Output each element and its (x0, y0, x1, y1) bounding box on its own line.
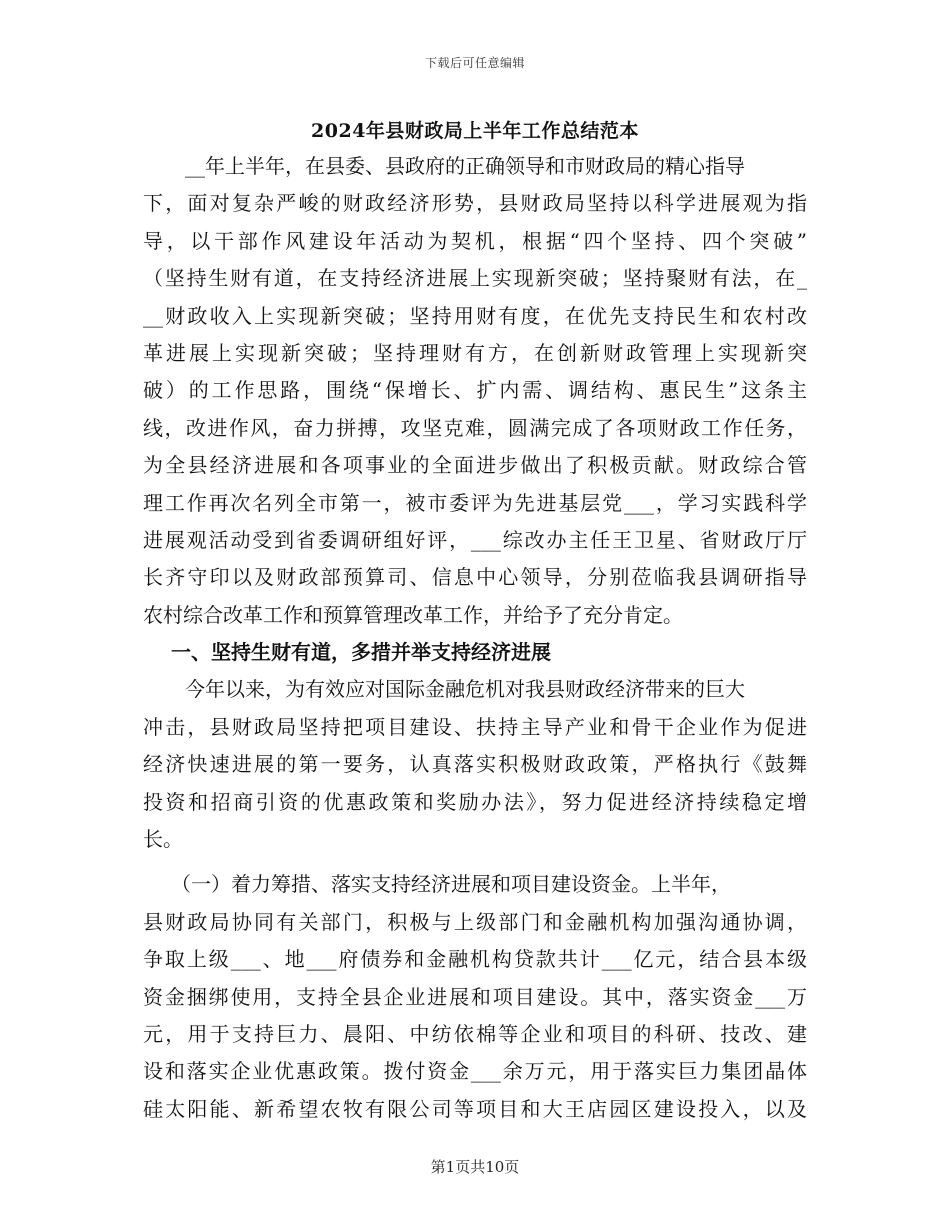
paragraph-line: 线，改进作风，奋力拼搏，攻坚克难，圆满完成了各项财政工作任务， (143, 415, 807, 440)
document-body (143, 148, 807, 1128)
paragraph-line: 长齐守印以及财政部预算司、信息中心领导，分别莅临我县调研指导 (143, 565, 807, 590)
paragraph-line: 投资和招商引资的优惠政策和奖励办法》，努力促进经济持续稳定增 (143, 789, 807, 814)
paragraph-line: 元，用于支持巨力、晨阳、中纺依棉等企业和项目的科研、技改、建 (143, 1021, 807, 1046)
paragraph-line: 经济快速进展的第一要务，认真落实积极财政政策，严格执行《鼓舞 (143, 752, 807, 777)
paragraph-line: 长。 (143, 827, 183, 852)
page-number-footer: 第1页共10页 (430, 1158, 520, 1176)
paragraph-line: __财政收入上实现新突破；坚持用财有度，在优先支持民生和农村改 (143, 303, 807, 328)
paragraph-line: 农村综合改革工作和预算管理改革工作，并给予了充分肯定。 (143, 602, 683, 627)
paragraph-line: 设和落实企业优惠政策。拨付资金___余万元，用于落实巨力集团晶体 (143, 1059, 807, 1084)
paragraph-line: 冲击，县财政局坚持把项目建设、扶持主导产业和骨干企业作为促进 (143, 714, 807, 739)
paragraph-line: 争取上级___、地___府债券和金融机构贷款共计___亿元，结合县本级 (143, 947, 807, 972)
paragraph-line: 硅太阳能、新希望农牧有限公司等项目和大王店园区建设投入，以及 (143, 1096, 807, 1121)
paragraph-line: __年上半年，在县委、县政府的正确领导和市财政局的精心指导 (185, 154, 745, 178)
paragraph-line: （坚持生财有道，在支持经济进展上实现新突破；坚持聚财有法，在_ (143, 266, 807, 291)
paragraph-line: 革进展上实现新突破；坚持理财有方，在创新财政管理上实现新突 (143, 340, 807, 365)
paragraph-line: 破）的工作思路，围绕“保增长、扩内需、调结构、惠民生”这条主 (143, 378, 807, 403)
paragraph-line: 导，以干部作风建设年活动为契机，根据“四个坚持、四个突破” (143, 228, 807, 253)
paragraph-line: 进展观活动受到省委调研组好评，___综改办主任王卫星、省财政厅厅 (143, 527, 807, 552)
subsection-line: （一）着力筹措、落实支持经济进展和项目建设资金。上半年， (171, 872, 731, 897)
paragraph-line: 下，面对复杂严峻的财政经济形势，县财政局坚持以科学进展观为指 (143, 191, 807, 216)
paragraph-line: 资金捆绑使用，支持全县企业进展和项目建设。其中，落实资金___万 (143, 984, 807, 1009)
paragraph-line: 县财政局协同有关部门，积极与上级部门和金融机构加强沟通协调， (143, 909, 807, 934)
paragraph-line: 为全县经济进展和各项事业的全面进步做出了积极贡献。财政综合管 (143, 453, 807, 478)
paragraph-line: 理工作再次名列全市第一，被市委评为先进基层党___，学习实践科学 (143, 490, 807, 515)
paragraph-line: 今年以来，为有效应对国际金融危机对我县财政经济带来的巨大 (185, 677, 745, 702)
header-note: 下载后可任意编辑 (424, 56, 525, 70)
section-heading: 一、坚持生财有道，多措并举支持经济进展 (171, 640, 551, 665)
document-title: 2024年县财政局上半年工作总结范本 (311, 120, 639, 142)
